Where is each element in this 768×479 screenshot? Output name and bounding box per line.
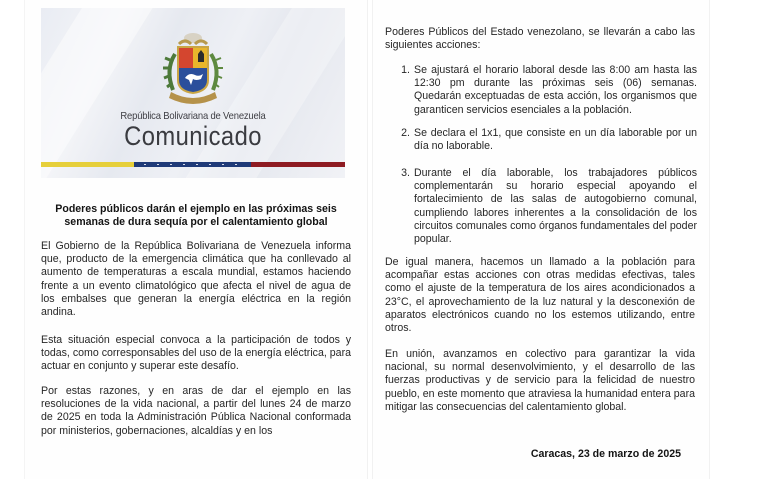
action-text: Se ajustará el horario laboral desde las 8:00 am hasta las 12:30 pm durante las próximas seis (06) semanas. Quedarán exceptuadas de esta acción, los organismos que garanticen servicios esenciales a la población. — [414, 64, 697, 116]
paragraph-situation: Esta situación especial convoca a la participación de todos y todas, como corresponsables del uso de la energía eléctrica, para actuar en conjunto y superar este desafío. — [41, 334, 351, 373]
stripe-red — [251, 162, 345, 167]
venezuela-coat-of-arms-icon — [161, 30, 225, 110]
action-item-1 — [385, 64, 697, 117]
signoff-date: Caracas, 23 de marzo de 2025 — [530, 448, 681, 460]
action-text: Se declara el 1x1, que consiste en un día laborable por un día no laborable. — [414, 127, 697, 153]
star-icon — [235, 164, 237, 165]
action-number: 3. — [401, 167, 410, 179]
action-item-3 — [385, 167, 697, 246]
flag-stripe — [41, 162, 345, 167]
star-icon — [222, 164, 224, 165]
document-page-left — [24, 0, 368, 479]
banner-subtitle: República Bolivariana de Venezuela — [120, 110, 266, 122]
action-number: 2. — [401, 127, 410, 139]
star-icon — [196, 164, 198, 165]
paragraph-reasons: Por estas razones, y en aras de dar el ejemplo en las resoluciones de la vida nacional, a partir del lunes 24 de marzo de 2025 en toda la Administración Pública Nacional conformada por ministerios, gobernaciones, alcaldías y en los — [41, 385, 351, 437]
comunicado-banner — [41, 8, 345, 178]
star-icon — [183, 164, 185, 165]
banner-decor — [41, 8, 155, 178]
document-page-right — [372, 0, 710, 479]
star-icon — [209, 164, 211, 165]
action-number: 1. — [401, 64, 410, 76]
paragraph-closing: En unión, avanzamos en colectivo para garantizar la vida nacional, su normal desenvolvimiento, y el desarrollo de las fuerzas productivas y de servicio para la felicidad de nuestro pueblo, en este momento que atraviesa la humanidad entera para mitigar las consecuencias del calentamiento global. — [385, 348, 695, 413]
banner-title: Comunicado — [124, 121, 262, 151]
paragraph-call-to-action: De igual manera, hacemos un llamado a la población para acompañar estas acciones con otras medidas efectivas, tales como el ajuste de la temperatura de los aires acondicionados a 23°C, el aprovechamiento de la luz natural y la desconexión de aparatos electrónicos cuando no los estemos utilizando, entre otros. — [385, 256, 695, 335]
star-icon — [157, 164, 159, 165]
star-icon — [144, 164, 146, 165]
paragraph-continued: Poderes Públicos del Estado venezolano, se llevarán a cabo las siguientes acciones: — [385, 26, 695, 52]
star-icon — [170, 164, 172, 165]
action-item-2 — [385, 127, 697, 153]
action-text: Durante el día laborable, los trabajadores públicos complementarán su horario especial apoyando el fortalecimiento de las salas de autogobierno comunal, cumpliendo labores inherentes a la consolidación de los circuitos comunales como órganos fundamentales del poder popular. — [414, 167, 697, 246]
paragraph-intro: El Gobierno de la República Bolivariana de Venezuela informa que, producto de la emergencia climática que ha conllevado al aumento de temperaturas a escala mundial, estamos haciendo frente a un evento climatológico que afecta el nivel de agua de los embalses que generan la energía eléctrica en la región andina. — [41, 240, 351, 319]
stripe-yellow — [41, 162, 134, 167]
headline: Poderes públicos darán el ejemplo en las próximas seis semanas de dura sequía por el calentamiento global — [55, 203, 337, 228]
stripe-blue — [134, 162, 251, 167]
